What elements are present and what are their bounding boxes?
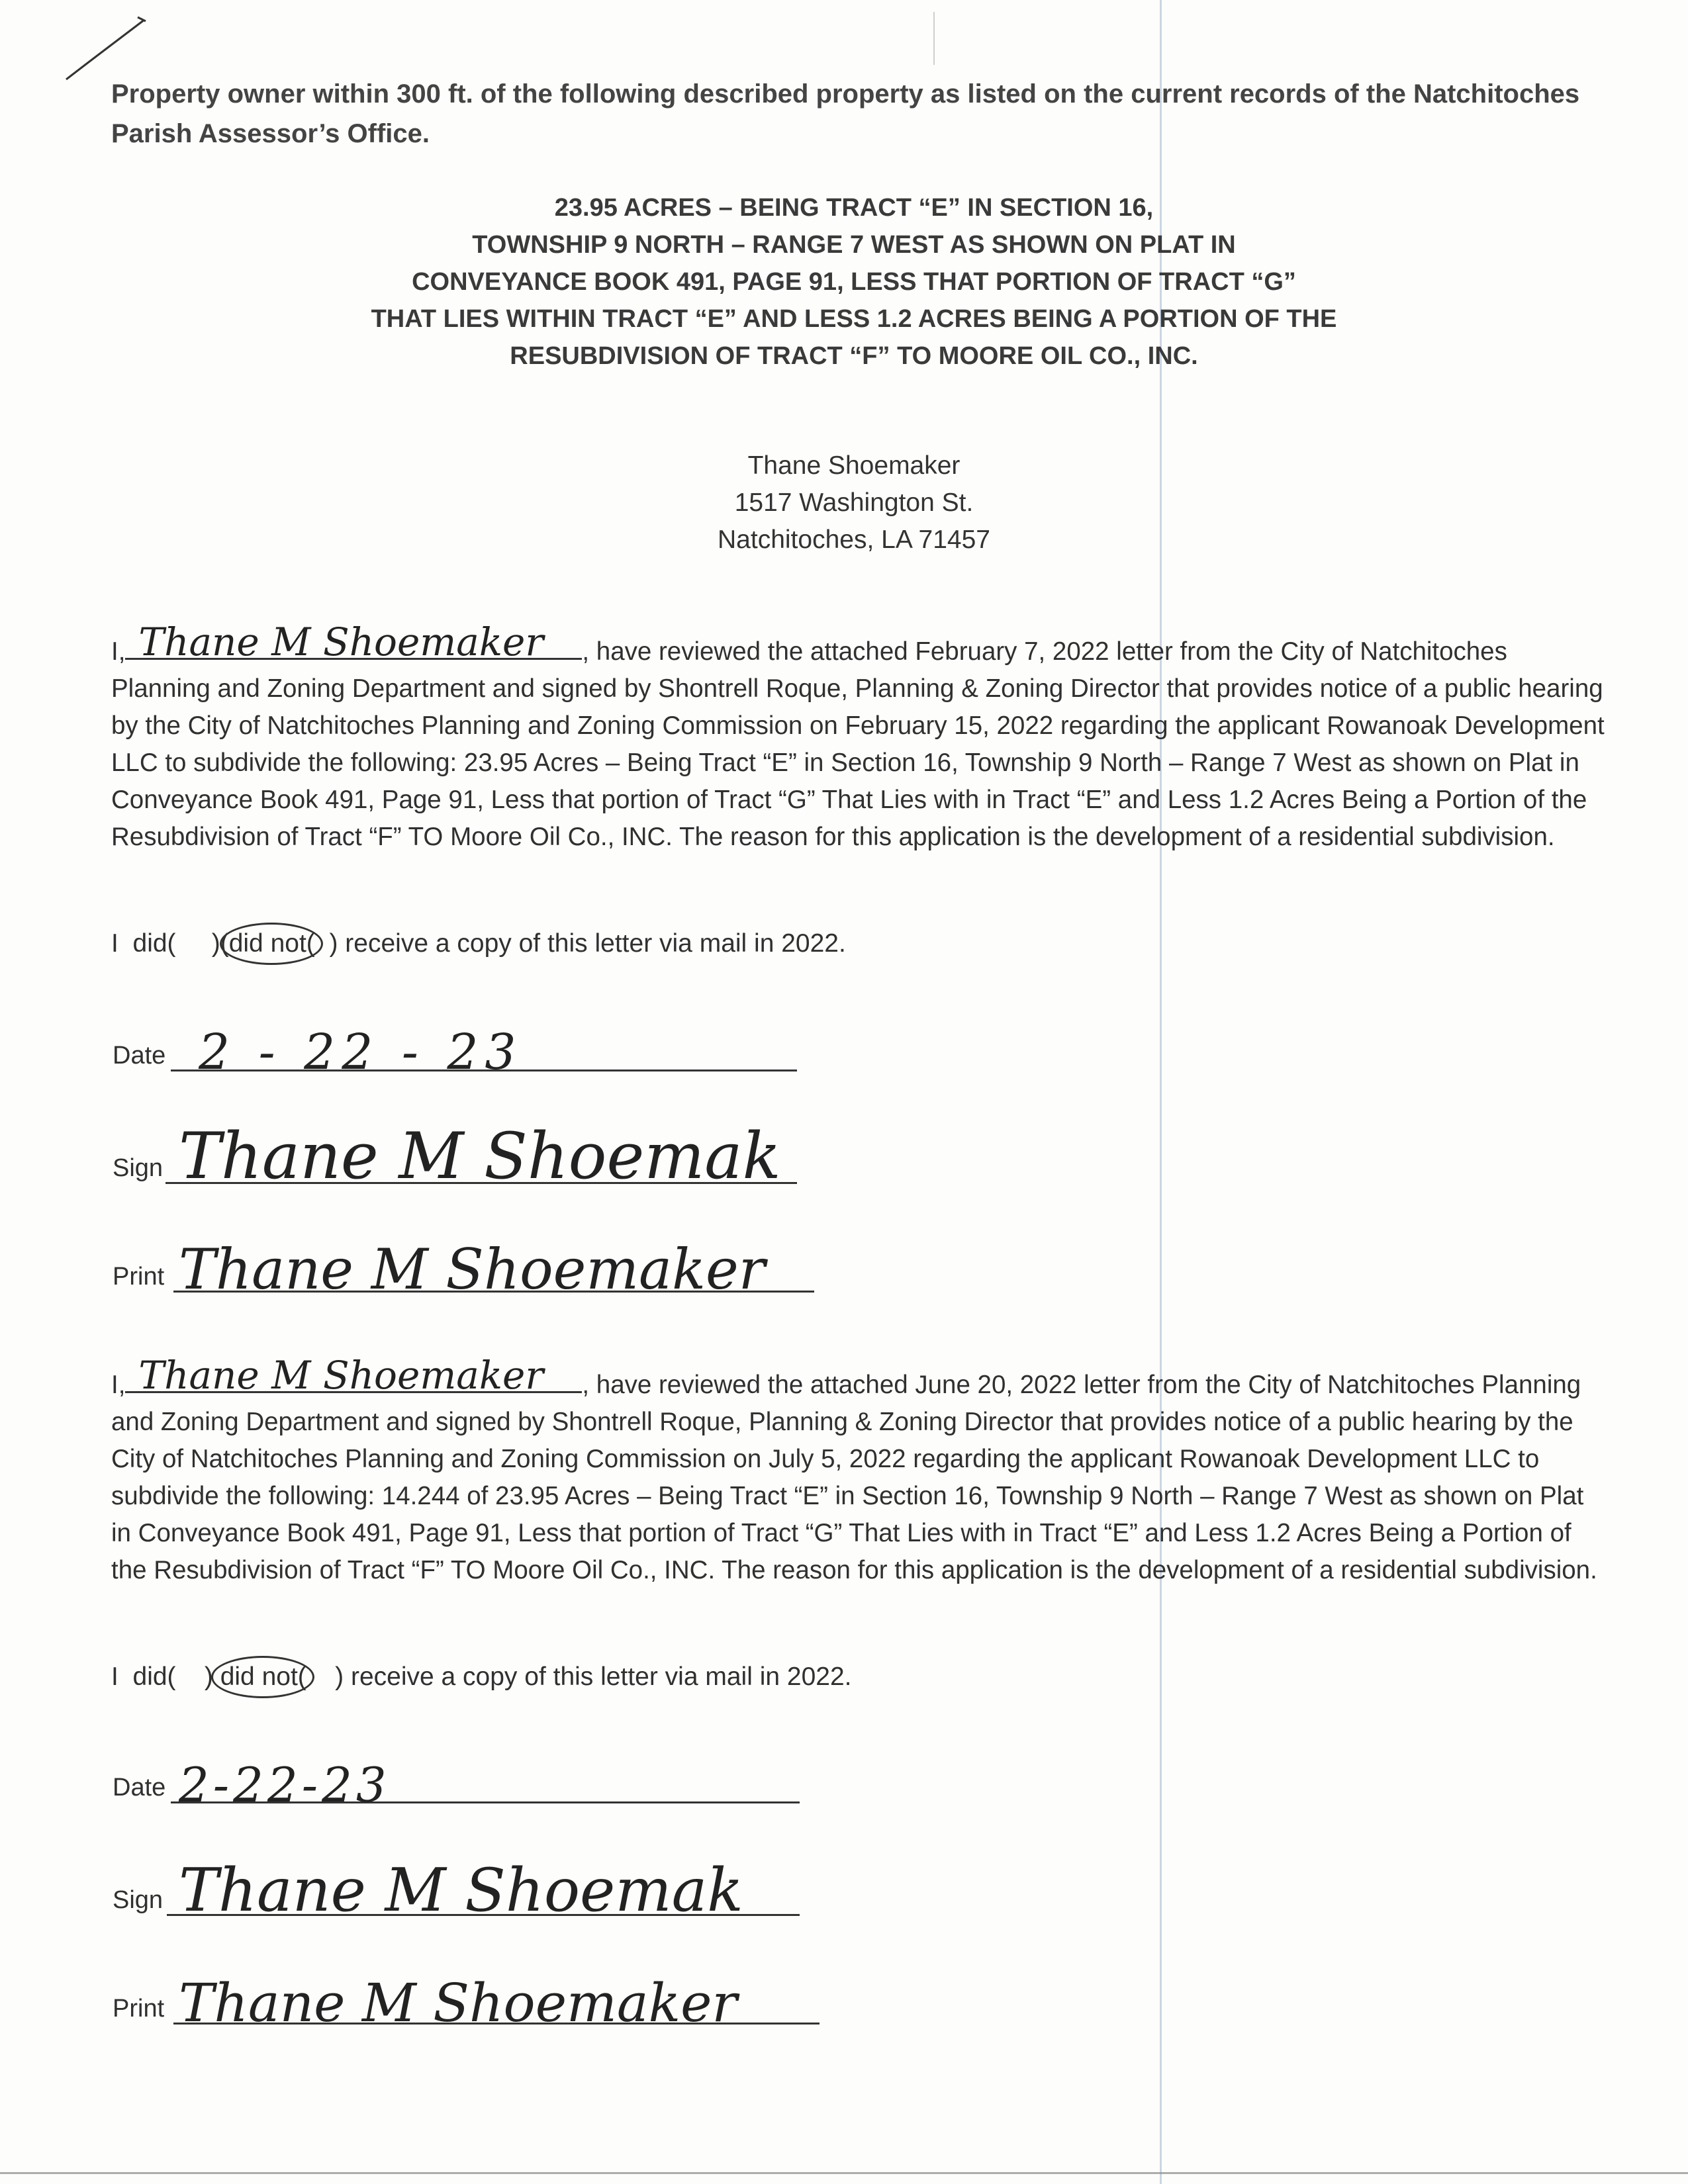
scan-artifact (933, 12, 935, 65)
paragraph-body: , have reviewed the attached February 7, 2022 letter from the City of Natchitoches Planning and Zoning Department and signed by Shontrell Roque, Planning & Zoning Director that provides notice of a public hearing by the City of Natchitoches Planning and Zoning Commission on February 15, 2022 regarding the applicant Rowanoak Development LLC to subdivide the following: 23.95 Acres – Being Tract “E” in Section 16, Township 9 North – Range 7 West as shown on Plat in Conveyance Book 491, Page 91, Less that portion of Tract “G” That Lies with in Tract “E” and Less 1.2 Acres Being a Portion of the Resubdivision of Tract “F” TO Moore Oil Co., INC. The reason for this application is the development of a residential subdivision. (111, 637, 1605, 851)
owner-address (596, 447, 1112, 559)
owner-name: Thane Shoemaker (747, 451, 961, 480)
handwritten-name: Thane M Shoemaker (138, 1353, 544, 1398)
printed-name: Thane M Shoemaker (179, 1972, 737, 2034)
signature: Thane M Shoemak (179, 1119, 781, 1193)
legal-line: 23.95 ACRES – BEING TRACT “E” IN SECTION 16, (554, 194, 1154, 222)
sign-field-1 (113, 1119, 781, 1193)
acknowledgement-paragraph-1 (111, 619, 1607, 856)
choice-did: I did( ) (111, 1662, 220, 1691)
date-field-1 (113, 1024, 523, 1081)
print-label: Print (113, 1995, 165, 2023)
signature: Thane M Shoemak (179, 1856, 743, 1925)
prefix: I, (111, 637, 126, 666)
choice-text: ) receive a copy of this letter via mail in 2022. (314, 929, 846, 958)
choice-text: ) receive a copy of this letter via mail in 2022. (306, 1662, 852, 1691)
legal-line: THAT LIES WITHIN TRACT “E” AND LESS 1.2 ACRES BEING A PORTION OF THE (371, 305, 1337, 333)
paragraph-body: , have reviewed the attached June 20, 2022 letter from the City of Natchitoches Planning and Zoning Department and signed by Shontrell Roque, Planning & Zoning Director that provides notice of a public hearing by the City of Natchitoches Planning and Zoning Commission on July 5, 2022 regarding the applicant Rowanoak Development LLC to subdivide the following: 14.244 of 23.95 Acres – Being Tract “E” in Section 16, Township 9 North – Range 7 West as shown on Plat in Conveyance Book 491, Page 91, Less that portion of Tract “G” That Lies with in Tract “E” and Less 1.2 Acres Being a Portion of the Resubdivision of Tract “F” TO Moore Oil Co., INC. The reason for this application is the development of a residential subdivision. (111, 1371, 1597, 1584)
legal-line: CONVEYANCE BOOK 491, PAGE 91, LESS THAT PORTION OF TRACT “G” (412, 268, 1296, 296)
legal-line: RESUBDIVISION OF TRACT “F” TO MOORE OIL CO., INC. (510, 342, 1198, 370)
legal-description (265, 189, 1443, 375)
sign-field-2 (113, 1856, 743, 1925)
choice-did-not: did not( (228, 929, 315, 958)
acknowledgement-paragraph-2 (111, 1353, 1607, 1589)
date-value: 2-22-23 (179, 1757, 391, 1813)
print-label: Print (113, 1263, 165, 1291)
handwritten-name: Thane M Shoemaker (138, 619, 544, 664)
legal-line: TOWNSHIP 9 NORTH – RANGE 7 WEST AS SHOWN ON PLAT IN (472, 231, 1236, 259)
mail-receipt-choice-1 (111, 929, 846, 958)
scan-artifact (0, 2172, 1688, 2174)
date-label: Date (113, 1042, 166, 1069)
owner-city: Natchitoches, LA 71457 (718, 525, 990, 554)
sign-label: Sign (113, 1154, 164, 1182)
prefix: I, (111, 1371, 126, 1399)
handwritten-name-field (125, 619, 582, 664)
printed-name: Thane M Shoemaker (179, 1237, 765, 1302)
mail-receipt-choice-2 (111, 1662, 852, 1692)
choice-did-not: did not( (220, 1662, 306, 1691)
notice-intro: Property owner within 300 ft. of the following described property as listed on the current records of the Natchitoches Parish Assessor’s Office. (111, 79, 1580, 148)
print-field-2 (113, 1972, 737, 2034)
print-field-1 (113, 1237, 765, 1302)
owner-street: 1517 Washington St. (734, 488, 974, 517)
sign-label: Sign (113, 1886, 164, 1914)
date-field-2 (113, 1757, 391, 1813)
date-value: 2 - 22 - 23 (199, 1024, 523, 1081)
choice-did-not-circled (229, 929, 315, 958)
date-label: Date (113, 1774, 166, 1801)
choice-did-not-circled (220, 1662, 306, 1692)
handwritten-name-field (125, 1353, 582, 1398)
choice-did: I did( )( (111, 929, 229, 958)
